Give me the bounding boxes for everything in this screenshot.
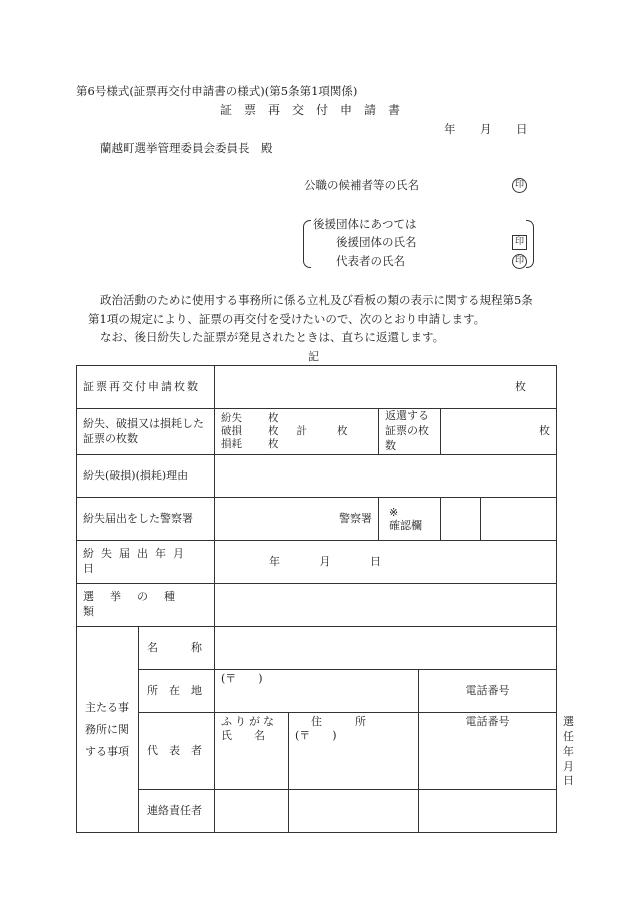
report-date-field[interactable]: 年 月 日 — [215, 541, 557, 584]
date-month: 月 — [480, 122, 492, 136]
contact-label: 連絡責任者 — [139, 790, 215, 833]
office-group-label: 主たる事務所に関する事項 — [77, 627, 139, 833]
seal-mark — [512, 178, 527, 193]
election-type-label: 選挙の種類 — [77, 584, 215, 627]
election-type-field[interactable] — [215, 584, 557, 627]
representative-name-label: 代表者の氏名 — [336, 254, 405, 268]
police-station-label: 紛失届出をした警察署 — [77, 498, 215, 541]
row-report-date — [77, 541, 557, 584]
left-bracket — [303, 220, 311, 268]
row-reason — [77, 455, 557, 498]
seal-mark-square — [512, 235, 527, 250]
unit-label: 枚 — [515, 379, 526, 393]
office-phone-label: 電話番号 — [419, 670, 557, 713]
report-date-label: 紛失届出年月日 — [77, 541, 215, 584]
seal-square-icon: 印 — [512, 235, 527, 250]
reason-field[interactable] — [215, 455, 557, 498]
confirm-field[interactable] — [441, 498, 481, 541]
row-representative: 代 表 者 ふりがな 氏 名 住 所 (〒 ) 電話番号 選任年月日 — [77, 713, 557, 790]
body-paragraph-2: なお、後日紛失した証票が発見されたときは、直ちに返還します。 — [100, 330, 445, 344]
lost-count-label: 紛失、破損又は損耗した証票の枚数 — [77, 409, 215, 455]
row-office-address — [77, 670, 557, 713]
row-office-name — [77, 627, 557, 670]
contact-phone-field[interactable] — [419, 790, 557, 833]
candidate-name-label: 公職の候補者等の氏名 — [304, 178, 419, 192]
office-address-label: 所 在 地 — [139, 670, 215, 713]
office-name-label: 名 称 — [139, 627, 215, 670]
reissue-count-field[interactable] — [215, 366, 557, 409]
representative-name-header: ふりがな 氏 名 — [215, 713, 289, 790]
ki-mark: 記 — [308, 350, 319, 363]
representative-address-header: 住 所 (〒 ) — [289, 713, 419, 790]
body-paragraph-line2: 第1項の規定により、証票の再交付を受けたいので、次のとおり申請します。 — [88, 312, 486, 326]
application-form-table — [76, 365, 574, 833]
return-count-field[interactable]: 枚 — [441, 409, 557, 455]
confirm-label: ※ 確認欄 — [379, 498, 441, 541]
confirm-blank — [481, 498, 557, 541]
representative-phone-header: 電話番号 — [419, 713, 557, 790]
office-name-field[interactable] — [215, 627, 557, 670]
right-bracket — [526, 220, 534, 268]
body-paragraph-line1: 政治活動のために使用する事務所に係る立札及び看板の類の表示に関する規程第5条 — [100, 293, 533, 307]
document-title: 証 票 再 交 付 申 請 書 — [220, 103, 401, 117]
date-day: 日 — [516, 122, 528, 136]
contact-address-field[interactable] — [289, 790, 419, 833]
reason-label: 紛失(破損)(損耗)理由 — [77, 455, 215, 498]
support-group-name-label: 後援団体の氏名 — [336, 235, 417, 249]
seal-round-icon: 印 — [512, 178, 527, 193]
seal-mark-2 — [512, 254, 527, 269]
row-election-type — [77, 584, 557, 627]
lost-count-breakdown[interactable]: 紛失 枚 破損 枚 計 枚 損耗 枚 — [215, 409, 379, 455]
form-number: 第6号様式(証票再交付申請書の様式)(第5条第1項関係) — [76, 84, 358, 98]
row-reissue-count — [77, 366, 557, 409]
contact-name-field[interactable] — [215, 790, 289, 833]
addressee: 蘭越町選挙管理委員会委員長 殿 — [100, 141, 273, 155]
support-group-note: 後援団体にあつては — [313, 217, 417, 231]
reissue-count-label: 証票再交付申請枚数 — [77, 366, 215, 409]
seal-round-icon: 印 — [512, 254, 527, 269]
row-lost-count — [77, 409, 557, 455]
police-station-field[interactable]: 警察署 — [215, 498, 379, 541]
row-police — [77, 498, 557, 541]
office-address-field[interactable]: (〒 ) — [215, 670, 419, 713]
date-year: 年 — [444, 122, 456, 136]
row-contact — [77, 790, 557, 833]
return-count-label: 返還する証票の枚数 — [379, 409, 441, 455]
representative-label: 代 表 者 — [139, 713, 215, 790]
